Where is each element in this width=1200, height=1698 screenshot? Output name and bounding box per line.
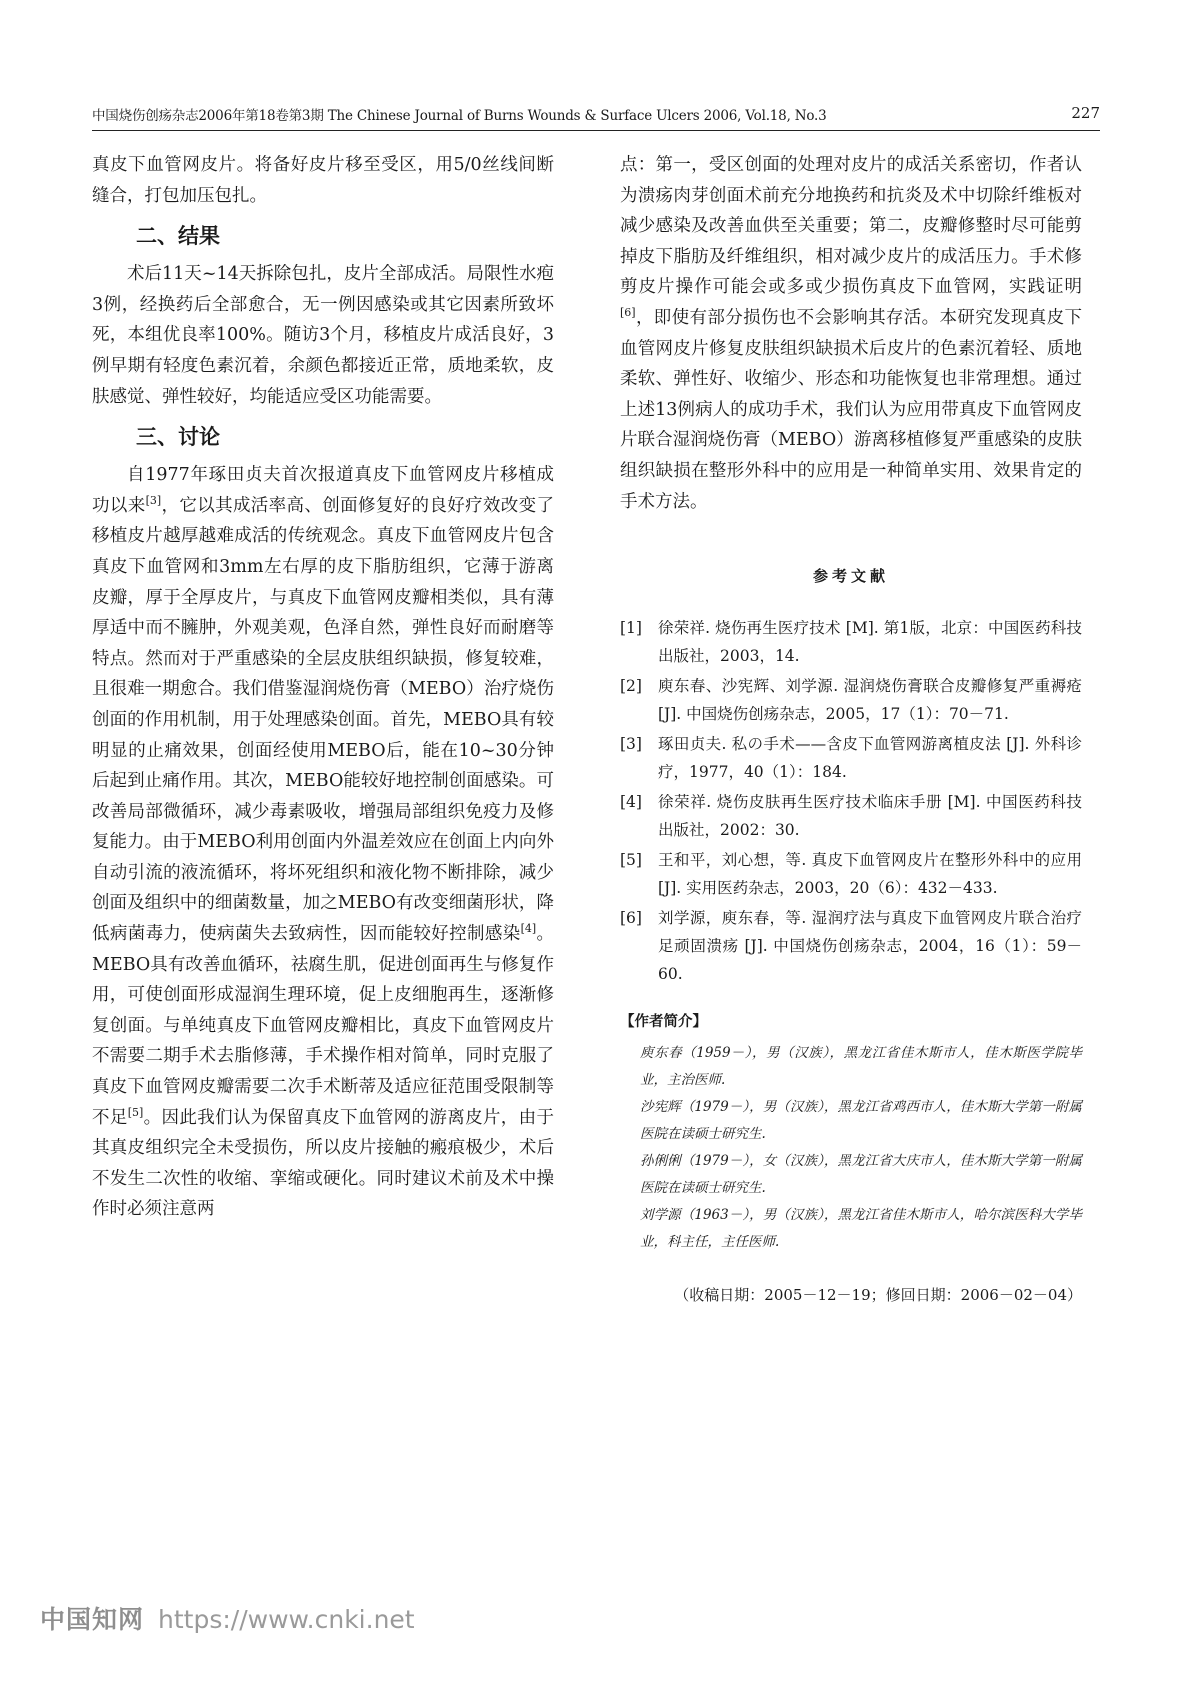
reference-number: [3] (620, 734, 642, 753)
author-bio: 孙俐俐（1979－），女（汉族），黑龙江省大庆市人，佳木斯大学第一附属医院在读硕士研究生. (640, 1152, 1082, 1196)
discussion-cont-a: 点：第一，受区创面的处理对皮片的成活关系密切，作者认为溃疡肉芽创面术前充分地换药和抗炎及术中切除纤维板对减少感染及改善血供至关重要；第二，皮瓣修整时尽可能剪掉皮下脂肪及纤维组织，相对减少皮片的成活压力。手术修剪皮片操作可能会或多或少损伤真皮下血管网，实践证明 (620, 155, 1082, 298)
discussion-text-c: 。MEBO具有改善血循环，祛腐生肌，促进创面再生与修复作用，可使创面形成湿润生理环境，促上皮细胞再生，逐渐修复创面。与单纯真皮下血管网皮瓣相比，真皮下血管网皮片不需要二期手术去脂修薄，手术操作相对简单，同时克服了真皮下血管网皮瓣需要二次手术断蒂及适应征范围受限制等不足 (92, 924, 555, 1128)
discussion-cont-b: ，即使有部分损伤也不会影响其存活。本研究发现真皮下血管网皮片修复皮肤组织缺损术后皮片的色素沉着轻、质地柔软、弹性好、收缩少、形态和功能恢复也非常理想。通过上述13例病人的成功手术，我们认为应用带真皮下血管网皮片联合湿润烧伤膏（MEBO）游离移植修复严重感染的皮肤组织缺损在整形外科中的应用是一种简单实用、效果肯定的手术方法。 (620, 307, 1082, 512)
reference-text: 刘学源，庾东春，等. 湿润疗法与真皮下血管网皮片联合治疗足顽固溃疡 [J]. 中国烧伤创疡杂志，2004，16（1）：59－60. (658, 908, 1082, 983)
author-info-heading: 【作者简介】 (620, 1013, 707, 1030)
cnki-watermark (40, 1600, 415, 1636)
reference-number: [2] (620, 676, 642, 695)
reference-number: [4] (620, 792, 642, 811)
reference-item (620, 904, 1082, 988)
reference-item (620, 730, 1082, 786)
reference-text: 徐荣祥. 烧伤再生医疗技术 [M]. 第1版，北京：中国医药科技出版社，2003，14. (658, 618, 1082, 665)
reference-item (620, 846, 1082, 902)
reference-text: 琢田贞夫. 私の手术——含皮下血管网游离植皮法 [J]. 外科诊疗，1977，40（1）：184. (658, 734, 1082, 781)
reference-number: [6] (620, 908, 642, 927)
discussion-text-a: 自1977年琢田贞夫首次报道真皮下血管网皮片移植成功以来 (92, 465, 554, 516)
reference-item (620, 672, 1082, 728)
paragraph-results: 术后11天~14天拆除包扎，皮片全部成活。局限性水疱3例，经换药后全部愈合，无一例因感染或其它因素所致坏死，本组优良率100%。随访3个月，移植皮片成活良好，3例早期有轻度色素沉着，余颜色都接近正常，质地柔软，皮肤感觉、弹性较好，均能适应受区功能需要。 (92, 264, 554, 407)
paragraph-discussion-continued (620, 150, 1082, 517)
author-bio: 沙宪辉（1979－），男（汉族），黑龙江省鸡西市人，佳木斯大学第一附属医院在读硕士研究生. (640, 1098, 1082, 1142)
citation-4: [4] (520, 922, 537, 936)
reference-item (620, 614, 1082, 670)
discussion-text-d: 。因此我们认为保留真皮下血管网的游离皮片，由于其真皮组织完全未受损伤，所以皮片接触的瘢痕极少，术后不发生二次性的收缩、挛缩或硬化。同时建议术前及术中操作时必须注意两 (92, 1107, 555, 1220)
references-heading: 参考文献 (812, 567, 889, 586)
left-column (92, 150, 554, 1225)
section-heading-results: 二、结果 (136, 224, 220, 249)
reference-number: [1] (620, 618, 642, 637)
paragraph-discussion (92, 460, 554, 1225)
citation-5: [5] (127, 1105, 144, 1119)
received-dates: （收稿日期：2005－12－19；修回日期：2006－02－04） (674, 1285, 1082, 1304)
running-header (92, 104, 1100, 124)
page-number: 227 (1071, 104, 1100, 122)
right-column (620, 150, 1082, 1308)
section-heading-discussion: 三、讨论 (136, 425, 220, 450)
citation-3: [3] (145, 493, 162, 507)
header-rule (92, 130, 1100, 131)
reference-text: 徐荣祥. 烧伤皮肤再生医疗技术临床手册 [M]. 中国医药科技出版社，2002：30. (658, 792, 1082, 839)
citation-6: [6] (620, 306, 636, 320)
journal-running-title: 中国烧伤创疡杂志2006年第18卷第3期 The Chinese Journal of Burns Wounds & Surface Ulcers 2006, Vol.18, No.3 (92, 108, 827, 124)
reference-text: 庾东春、沙宪辉、刘学源. 湿润烧伤膏联合皮瓣修复严重褥疮 [J]. 中国烧伤创疡杂志，2005，17（1）：70－71. (658, 676, 1082, 723)
author-bio: 刘学源（1963－），男（汉族），黑龙江省佳木斯市人，哈尔滨医科大学毕业，科主任，主任医师. (640, 1206, 1082, 1250)
author-bio: 庾东春（1959－），男（汉族），黑龙江省佳木斯市人，佳木斯医学院毕业，主治医师. (640, 1044, 1082, 1088)
discussion-text-b: ，它以其成活率高、创面修复好的良好疗效改变了移植皮片越厚越难成活的传统观念。真皮下血管网皮片包含真皮下血管网和3mm左右厚的皮下脂肪组织，它薄于游离皮瓣，厚于全厚皮片，与真皮下血管网皮瓣相类似，具有薄厚适中而不臃肿，外观美观，色泽自然，弹性良好而耐磨等特点。然而对于严重感染的全层皮肤组织缺损，修复较难，且很难一期愈合。我们借鉴湿润烧伤膏（MEBO）治疗烧伤创面的作用机制，用于处理感染创面。首先，MEBO具有较明显的止痛效果，创面经使用MEBO后，能在10~30分钟后起到止痛作用。其次，MEBO能较好地控制创面感染。可改善局部微循环，减少毒素吸收，增强局部组织免疫力及修复能力。由于MEBO利用创面内外温差效应在创面上内向外自动引流的液流循环，将坏死组织和液化物不断排除，减少创面及组织中的细菌数量，加之MEBO有改变细菌形状，降低病菌毒力，使病菌失去致病性，因而能较好控制感染 (92, 495, 555, 945)
paragraph-methods-end: 真皮下血管网皮片。将备好皮片移至受区，用5/0丝线间断缝合，打包加压包扎。 (92, 155, 554, 206)
reference-text: 王和平，刘心想，等. 真皮下血管网皮片在整形外科中的应用 [J]. 实用医药杂志，2003，20（6）：432－433. (658, 850, 1082, 897)
reference-item (620, 788, 1082, 844)
cnki-brand: 中国知网 (40, 1605, 145, 1634)
reference-number: [5] (620, 850, 642, 869)
cnki-url[interactable]: https://www.cnki.net (158, 1605, 415, 1634)
